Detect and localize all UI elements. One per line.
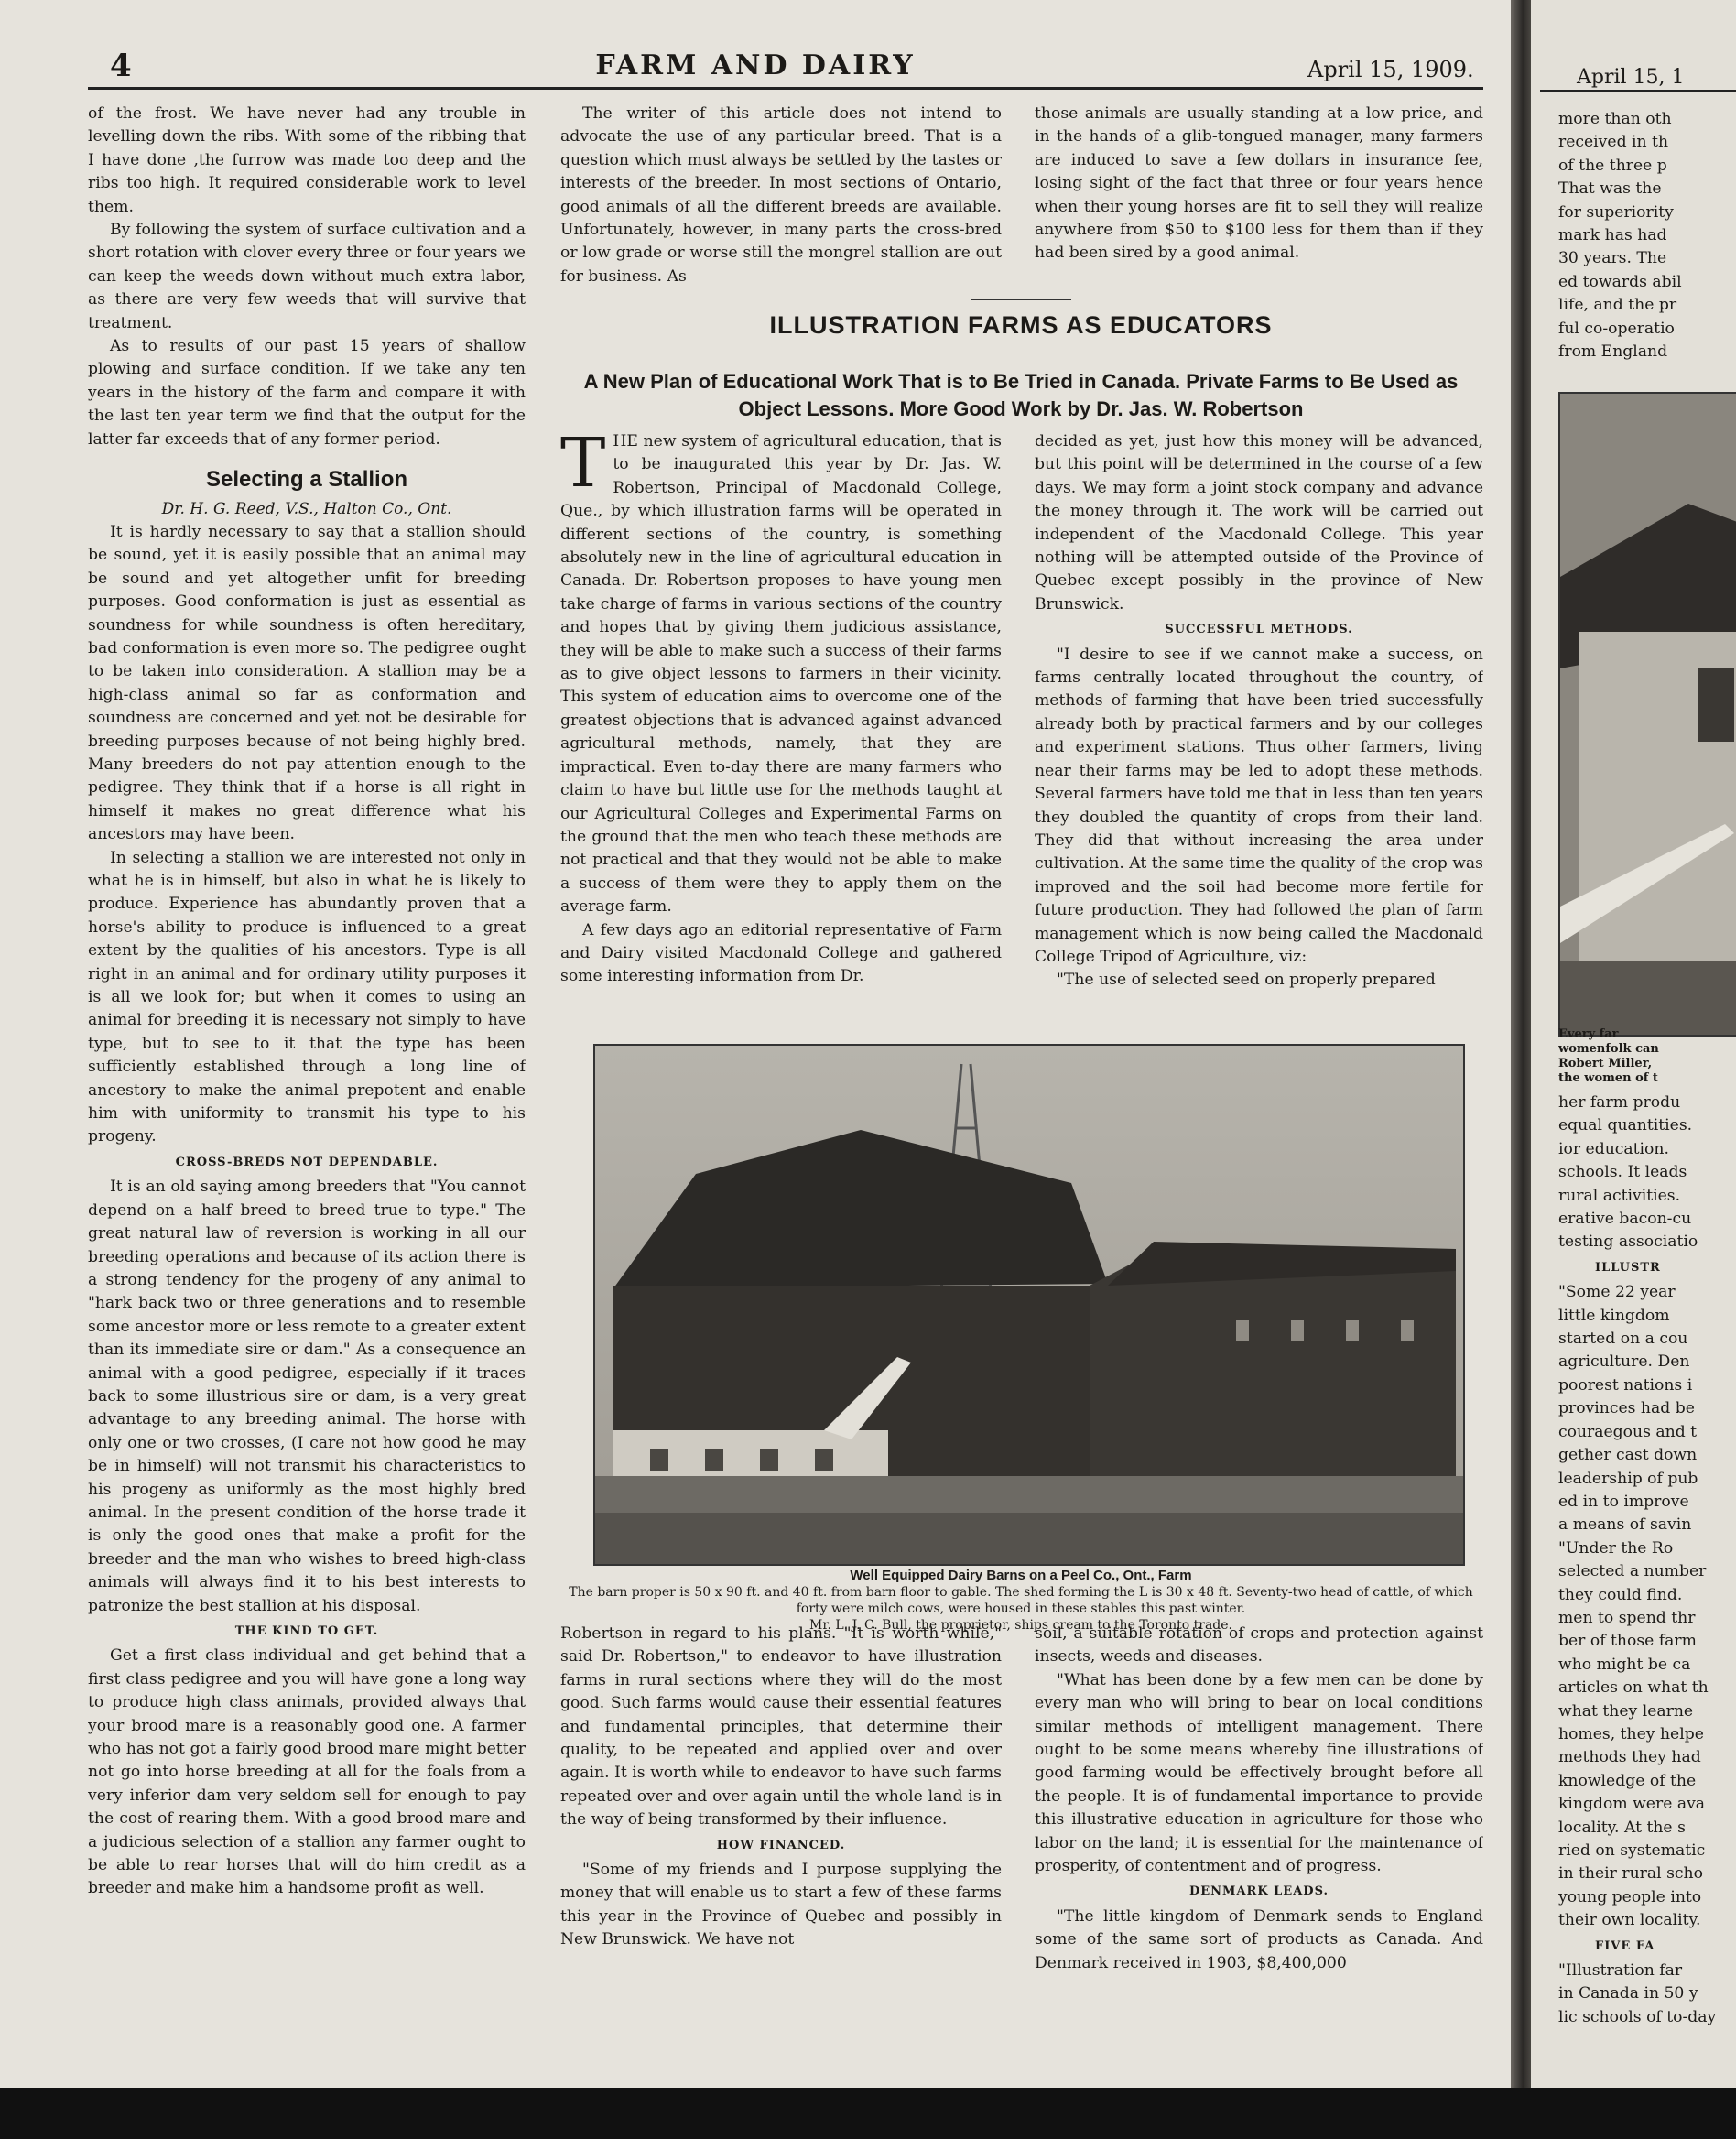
- text-line: for superiority: [1558, 202, 1674, 222]
- text-line: received in th: [1558, 133, 1669, 152]
- paragraph: "Some of my friends and I purpose supplying the money that will enable us to start a few of these farms this year in the Province of Quebec and possibly in New Brunswick. We have not: [560, 1861, 1002, 1949]
- text-line: "Some 22 year: [1558, 1283, 1676, 1302]
- text-line: more than oth: [1558, 110, 1672, 128]
- issue-date: April 15, 1: [1577, 66, 1685, 89]
- divider: [971, 299, 1071, 300]
- header-rule: [1540, 90, 1736, 92]
- text-line: couraegous and t: [1558, 1422, 1698, 1441]
- text-line: knowledge of the: [1558, 1771, 1697, 1790]
- text-line: a means of savin: [1558, 1515, 1692, 1535]
- barn-photograph: [593, 1044, 1465, 1566]
- subheading: THE KIND TO GET.: [234, 1624, 379, 1638]
- article-heading: Selecting a Stallion: [205, 467, 408, 493]
- text-line: "Illustration far: [1558, 1961, 1683, 1981]
- article-banner-headline: ILLUSTRATION FARMS AS EDUCATORS: [769, 311, 1273, 339]
- masthead: FARM AND DAIRY: [595, 49, 916, 81]
- column-bottom: [1558, 1091, 1736, 2029]
- paragraph: It is hardly necessary to say that a stallion should be sound, yet it is easily possible that an animal may be sound and yet altogether unfit for breeding purposes. Good conformation is just as essential as soundness for while soundness is often hereditary, bad conformation is even more so. The pedigree ought to be taken into consideration. A stallion may be a high-class animal so far as conformation and soundness are concerned and yet not be desirable for breeding purposes because of not being highly bred. Many breeders do not pay attention enough to the pedigree. They think that if a horse is all right in himself it makes no great difference what his ancestors may have been.: [88, 522, 526, 844]
- text-line: ful co-operatio: [1558, 319, 1675, 338]
- paragraph: Get a first class individual and get behind that a first class pedigree and you will have gone a long way to produce high class animals, provided always that your brood mare is a reasonably good one. A farmer who has not got a fairly good brood mare might better not go into horse breeding at all for the foals from a very inferior dam very seldom sell for enough to pay the cost of rearing them. With a good brood mare and a judicious selection of a stallion any farmer ought to be able to rear horses that will do him credit as a breeder and make him a handsome profit as well.: [88, 1646, 526, 1898]
- text-line: mark has had: [1558, 226, 1667, 245]
- paragraph: of the frost. We have never had any trouble in levelling down the ribs. With some of the ribbing that I have done ,the furrow was made too deep and the ribs too high. It required considerable work to level them.: [88, 104, 526, 216]
- article-column-3: [1035, 430, 1483, 1031]
- paragraph: It is an old saying among breeders that "You cannot depend on a half breed to breed true to type." The great natural law of reversion is working in all our breeding operations and because of its action there is a strong tendency for the progeny of any animal to "hark back two or three generations and to resemble some ancestor more or less remote to a greater extent than its immediate sire or dam." As a consequence an animal with a good pedigree, especially if it traces back to some illustrious sire or dam, is a very great advantage to any breeding animal. The horse with only one or two crosses, (I care not how good he may be in himself) will not transmit his characteristics to his progeny as uniformly as the most highly bred animal. In the present condition of the horse trade it is only the good ones that make a profit for the breeder and the man who wishes to breed high-class animals will always find it to his best interests to patronize the best stallion at his disposal.: [88, 1178, 526, 1615]
- newspaper-page-right-partial: [1531, 0, 1736, 2088]
- text-line: of the three p: [1558, 156, 1667, 175]
- text-line: young people into: [1558, 1887, 1702, 1906]
- subheading: FIVE FA: [1595, 1938, 1655, 1953]
- text-line: life, and the pr: [1558, 296, 1677, 315]
- text-line: in their rural scho: [1558, 1864, 1703, 1884]
- column-3-bottom: [1035, 1623, 1483, 2071]
- subheading: DENMARK LEADS.: [1188, 1884, 1329, 1899]
- text-line: ed in to improve: [1558, 1492, 1689, 1511]
- text-line: erative bacon-cu: [1558, 1210, 1692, 1229]
- paragraph: "I desire to see if we cannot make a success, on farms centrally located throughout the country, of methods of farming that have been tried successfully already both by practical farmers and by our colleges and experiment stations. Thus other farmers, living near their farms may be led to adopt these methods. Several farmers have told me that in less than ten years they doubled the quantity of crops from their land. They did that without increasing the area under cultivation. At the same time the quality of the crop was improved and the soil had become more fertile for future production. They had followed the plan of farm management which is now being called the Macdonald College Tripod of Agriculture, viz:: [1035, 645, 1483, 966]
- paragraph: soil, a suitable rotation of crops and protection against insects, weeds and diseases.: [1035, 1624, 1483, 1667]
- caption-title: Well Equipped Dairy Barns on a Peel Co., Ont., Farm: [850, 1568, 1192, 1583]
- column-2-bottom: [560, 1623, 1002, 2071]
- text-line: equal quantities.: [1558, 1116, 1693, 1135]
- caption-text: The barn proper is 50 x 90 ft. and 40 ft. from barn floor to gable. The shed forming the L is 30 x 48 ft. Seventy-two head of cattle, of which forty were milch cows, were housed in these stables this past winter.: [569, 1585, 1473, 1616]
- text-line: ed towards abil: [1558, 272, 1682, 291]
- text-line: from England: [1558, 342, 1668, 362]
- text-line: her farm produ: [1558, 1093, 1681, 1112]
- subheading: ILLUSTR: [1595, 1260, 1661, 1275]
- column-1: [88, 103, 526, 2071]
- caption-text: Mr. L. J. C. Bull, the proprietor, ships cream to the Toronto trade.: [808, 1618, 1232, 1633]
- column-top: [1558, 108, 1736, 364]
- text-line: lic schools of to-day: [1558, 2007, 1717, 2026]
- text-line: That was the: [1558, 179, 1662, 199]
- text-line: gether cast down: [1558, 1446, 1698, 1465]
- text-line: who might be ca: [1558, 1655, 1691, 1674]
- text-line: "Under the Ro: [1558, 1538, 1674, 1558]
- caption-line: Robert Miller,: [1558, 1057, 1653, 1070]
- text-line: methods they had: [1558, 1748, 1701, 1767]
- text-line: rural activities.: [1558, 1186, 1681, 1205]
- drop-cap: T: [560, 430, 606, 503]
- column-2-top: [560, 103, 1002, 291]
- paragraph: By following the system of surface cultivation and a short rotation with clover every three or four years we can keep the weeds down without much extra labor, as there are very few weeds that will survive that treatment.: [88, 221, 526, 332]
- text-line: their own locality.: [1558, 1911, 1701, 1930]
- text-line: homes, they helpe: [1558, 1724, 1704, 1743]
- issue-date: April 15, 1909.: [1307, 57, 1474, 82]
- text-line: little kingdom: [1558, 1306, 1670, 1325]
- book-gutter: [1511, 0, 1531, 2088]
- caption-line: Every far: [1558, 1027, 1619, 1041]
- article-column-2: [560, 430, 1002, 1031]
- paragraph: "The little kingdom of Denmark sends to England some of the same sort of products as Canada. And Denmark received in 1903, $8,400,000: [1035, 1906, 1483, 1972]
- text-line: leadership of pub: [1558, 1469, 1698, 1488]
- text-line: provinces had be: [1558, 1399, 1695, 1418]
- text-line: in Canada in 50 y: [1558, 1984, 1698, 2003]
- text-line: poorest nations i: [1558, 1375, 1693, 1395]
- paragraph: Robertson in regard to his plans. "It is worth while," said Dr. Robertson," to endeavor to have illustration farms in rural sections where they will do the most good. Such farms would cause their essential features and fundamental principles, that determine their quality, to be repeated and applied over and over again. It is worth while to endeavor to have such farms repeated over and over again until the whole land is in the way of being transformed by their influence.: [560, 1624, 1002, 1830]
- text-line: agriculture. Den: [1558, 1352, 1690, 1372]
- text-line: they could find.: [1558, 1585, 1683, 1604]
- paragraph: As to results of our past 15 years of shallow plowing and surface condition. If we take any ten years in the history of the farm and compare it with the last ten year term we find that the output for the latter far exceeds that of any former period.: [88, 337, 526, 449]
- farmhouse-photo-illustration: [1560, 394, 1736, 1035]
- paragraph: In selecting a stallion we are interested not only in what he is in himself, but also in what he is likely to produce. Experience has abundantly proven that a horse's ability to produce is influenced to a great extent by the qualities of his ancestors. Type is all right in an animal and for ordinary utility purposes it is all we look for; but when it comes to using an animal for breeding it is necessary not simply to have type, but to see to it that the type has been sufficiently established through a long line of ancestory to make the animal prepotent and enable him with uniformity to transmit his type to his progeny.: [88, 848, 526, 1146]
- text-line: articles on what th: [1558, 1678, 1709, 1698]
- article-deck: A New Plan of Educational Work That is to Be Tried in Canada. Private Farms to Be Used as Object Lessons. More Good Work by Dr. Jas. W. Robertson: [583, 370, 1459, 420]
- paragraph: The writer of this article does not intend to advocate the use of any particular breed. That is a question which must always be settled by the tastes or interests of the breeder. In most sections of Ontario, good animals of all the different breeds are available. Unfortunately, however, in many parts the cross-bred or low grade or worse still the mongrel stallion are out for business. As: [560, 104, 1002, 286]
- text-line: selected a number: [1558, 1562, 1707, 1581]
- barn-photo-illustration: [595, 1046, 1463, 1564]
- text-line: kingdom were ava: [1558, 1795, 1706, 1814]
- byline: Dr. H. G. Reed, V.S., Halton Co., Ont.: [161, 499, 452, 518]
- paragraph: A few days ago an editorial representative of Farm and Dairy visited Macdonald College and gathered some interesting information from Dr.: [560, 920, 1002, 986]
- caption-line: womenfolk can: [1558, 1042, 1659, 1056]
- text-line: locality. At the s: [1558, 1818, 1686, 1837]
- page-number: 4: [110, 48, 132, 84]
- text-line: ior education.: [1558, 1139, 1669, 1158]
- text-line: ber of those farm: [1558, 1632, 1697, 1651]
- paragraph: decided as yet, just how this money will be advanced, but this point will be determined in the course of a few days. We may form a joint stock company and advance the money through it. The work will be carried out independent of the Macdonald College. This year nothing will be attempted outside of the Province of Quebec except possibly in the province of New Brunswick.: [1035, 432, 1483, 613]
- photo-caption: [1558, 1027, 1736, 1086]
- text-line: ried on systematic: [1558, 1841, 1706, 1860]
- header-rule: [88, 87, 1483, 90]
- paragraph: those animals are usually standing at a low price, and in the hands of a glib-tongued manager, many farmers are induced to save a few dollars in insurance fee, losing sight of the fact that three or four years hence when their young horses are fit to sell they will realize anywhere from $50 to $100 less for them than if they had been sired by a good animal.: [1035, 104, 1483, 263]
- subheading: HOW FINANCED.: [716, 1838, 846, 1852]
- paragraph: "The use of selected seed on properly prepared: [1057, 971, 1436, 990]
- farmhouse-photograph: [1558, 392, 1736, 1037]
- caption-line: the women of t: [1558, 1071, 1658, 1085]
- paragraph: "What has been done by a few men can be done by every man who will bring to bear on local conditions similar methods of intelligent management. There ought to be some means whereby fine illustrations of good farming would be effectively brought before all the people. It is of fundamental importance to provide this illustrative education in agriculture for those who labor on the land; it is essential for the maintenance of prosperity, of contentment and of progress.: [1035, 1670, 1483, 1876]
- text-line: 30 years. The: [1558, 249, 1667, 268]
- scanner-edge: [0, 2088, 1736, 2139]
- column-3-top: [1035, 103, 1483, 291]
- text-line: schools. It leads: [1558, 1163, 1687, 1182]
- paragraph: THE new system of agricultural education, that is to be inaugurated this year by Dr. Jas. W. Robertson, Principal of Macdonald College, Que., by which illustration farms will be operated in different sections of the country, is something absolutely new in the line of agricultural education in Canada. Dr. Robertson proposes to have young men take charge of farms in various sections of the country and hopes that by giving them judicious assistance, they will be able to make such a success of their farms as to give object lessons to farmers in their vicinity. This system of education aims to overcome one of the greatest objections that is advanced against advanced agricultural methods, namely, that they are impractical. Even to-day there are many farmers who claim to have but little use for the methods taught at our Agricultural Colleges and Experimental Farms on the ground that the men who teach these methods are not practical and that they would not be able to make a success of them were they to apply them on the average farm.: [560, 430, 1002, 917]
- text-line: what they learne: [1558, 1701, 1694, 1721]
- text-line: testing associatio: [1558, 1232, 1698, 1252]
- text-line: men to spend thr: [1558, 1608, 1696, 1627]
- subheading: CROSS-BREDS NOT DEPENDABLE.: [175, 1155, 439, 1169]
- subheading: SUCCESSFUL METHODS.: [1165, 623, 1353, 637]
- text-line: started on a cou: [1558, 1330, 1688, 1349]
